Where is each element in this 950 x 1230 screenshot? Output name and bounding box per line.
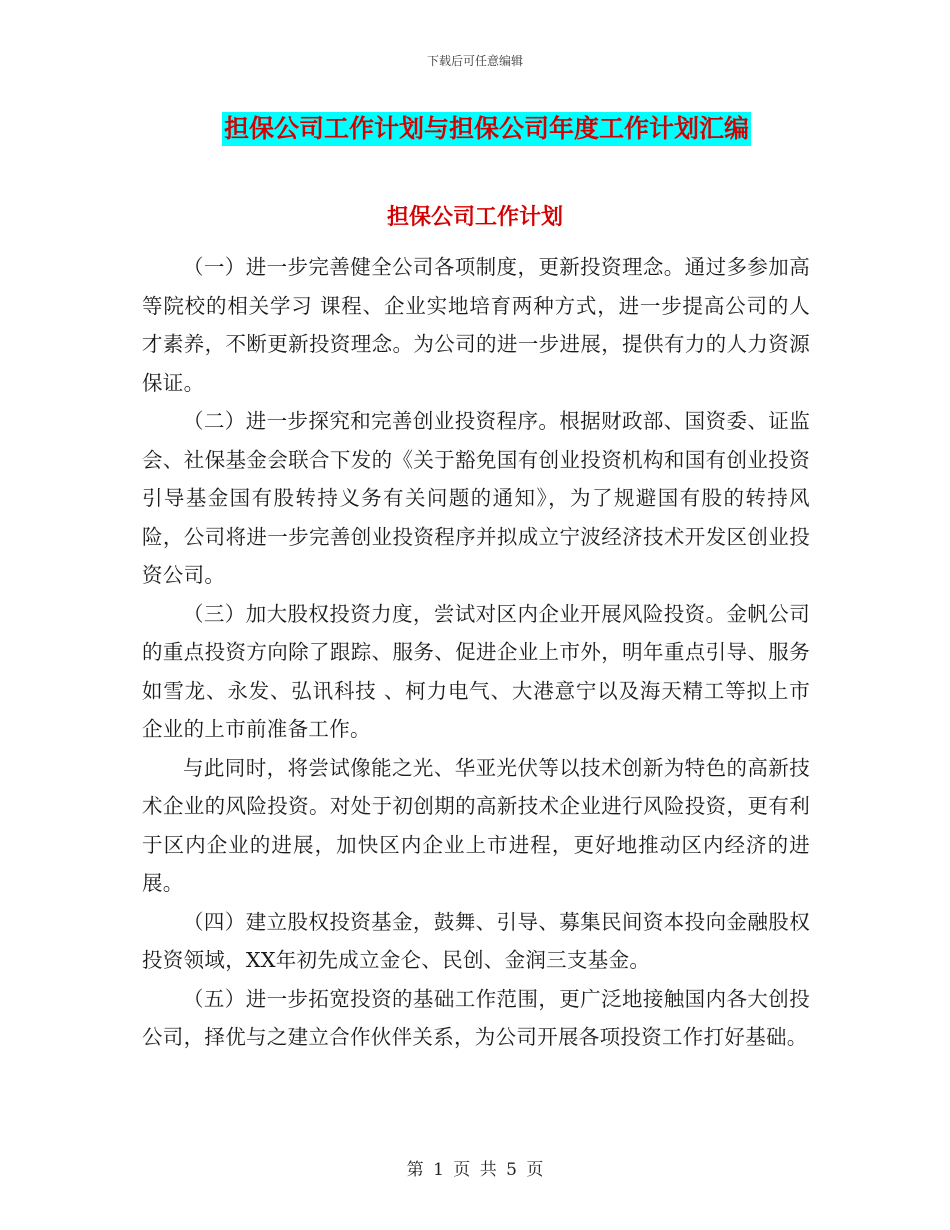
header-note: 下载后可任意编辑 bbox=[426, 54, 523, 68]
document-body bbox=[142, 248, 810, 1057]
paragraph-1: （一）进一步完善健全公司各项制度，更新投资理念。通过多参加高等院校的相关学习 课程、企业实地培育两种方式，进一步提高公司的人才素养，不断更新投资理念。为公司的进一步进展，提供有力的人力资源保证。 bbox=[142, 255, 810, 395]
paragraph-3: （三）加大股权投资力度，尝试对区内企业开展风险投资。金帆公司的重点投资方向除了跟踪、服务、促进企业上市外，明年重点引导、服务如雪龙、永发、弘讯科技 、柯力电气、大港意宁以及海天精工等拟上市企业的上市前准备工作。 bbox=[142, 601, 810, 741]
paragraph-5: （四）建立股权投资基金，鼓舞、引导、募集民间资本投向金融股权投资领域，XX年初先成立金仑、民创、金润三支基金。 bbox=[142, 909, 810, 972]
page-number-footer: 第 1 页 共 5 页 bbox=[406, 1160, 544, 1180]
paragraph-4: 与此同时，将尝试像能之光、华亚光伏等以技术创新为特色的高新技术企业的风险投资。对处于初创期的高新技术企业进行风险投资，更有利于区内企业的进展，加快区内企业上市进程，更好地推动区内经济的进展。 bbox=[142, 755, 810, 895]
paragraph-2: （二）进一步探究和完善创业投资程序。根据财政部、国资委、证监会、社保基金会联合下发的《关于豁免国有创业投资机构和国有创业投资引导基金国有股转持义务有关问题的通知》，为了规避国有股的转持风险，公司将进一步完善创业投资程序并拟成立宁波经济技术开发区创业投资公司。 bbox=[142, 409, 810, 587]
paragraph-6: （五）进一步拓宽投资的基础工作范围，更广泛地接触国内各大创投公司，择优与之建立合作伙伴关系，为公司开展各项投资工作打好基础。 bbox=[142, 986, 810, 1049]
section-title: 担保公司工作计划 bbox=[386, 205, 563, 230]
document-title: 担保公司工作计划与担保公司年度工作计划汇编 bbox=[222, 112, 751, 146]
